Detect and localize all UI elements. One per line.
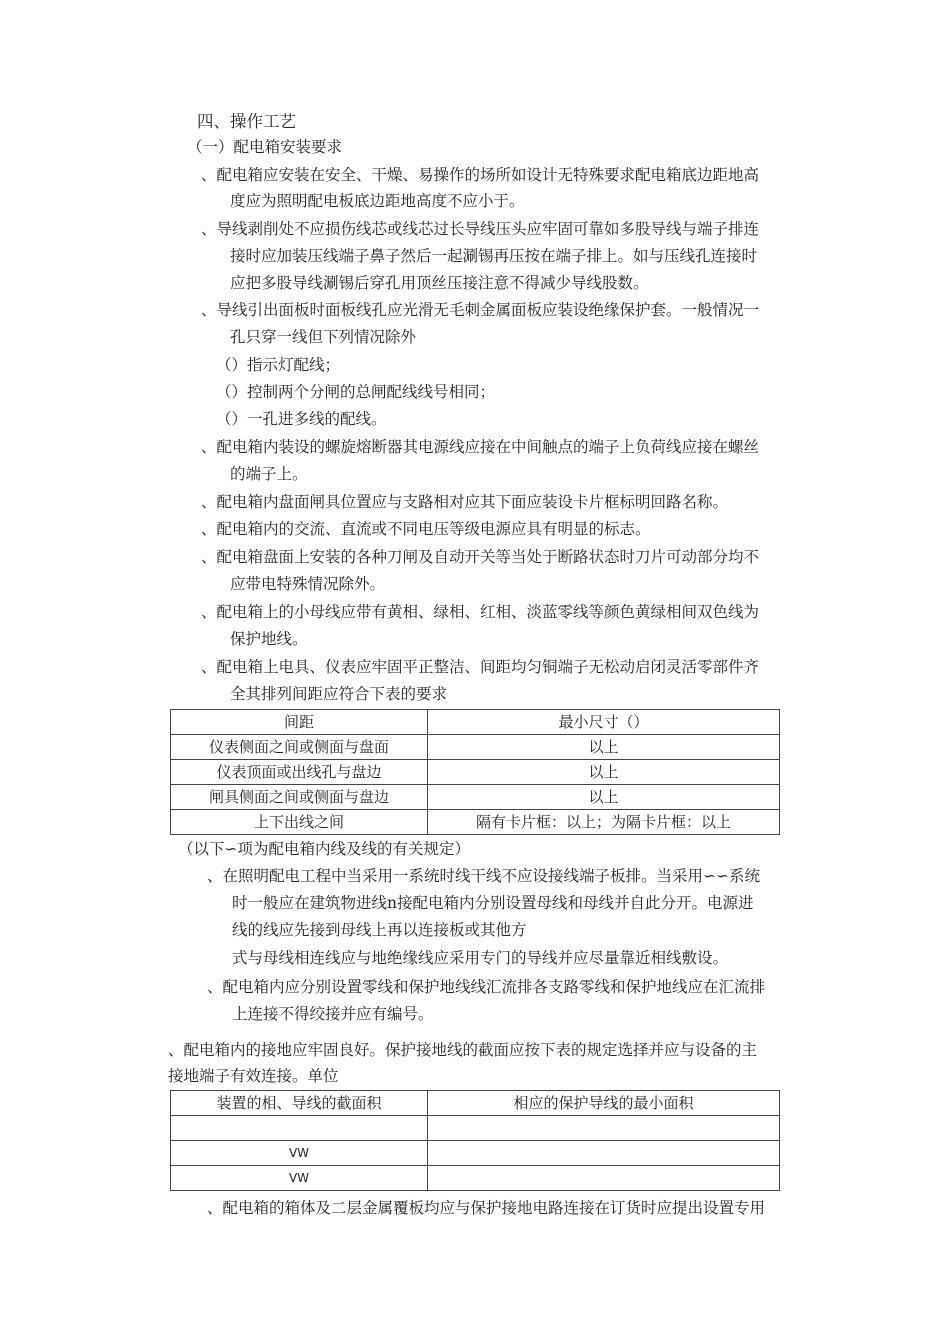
table-cell xyxy=(428,1116,780,1141)
paragraph-line: 、配电箱内的交流、直流或不同电压等级电源应具有明显的标志。 xyxy=(201,520,651,538)
paragraph-line: 、配电箱的箱体及二层金属覆板均应与保护接地电路连接在订货时应提出设置专用 xyxy=(207,1199,766,1217)
table-row xyxy=(171,810,780,835)
table-cell xyxy=(171,1116,428,1141)
paragraph-line: 接地端子有效连接。单位 xyxy=(168,1067,339,1085)
subsection-title: （一）配电箱安装要求 xyxy=(187,138,343,156)
table-row xyxy=(171,735,780,760)
paragraph-line: 保护地线。 xyxy=(230,630,308,648)
table-cell: 闸具侧面之间或侧面与盘边 xyxy=(171,785,428,810)
table-cell xyxy=(428,1166,780,1191)
paragraph-line: 、导线引出面板时面板线孔应光滑无毛刺金属面板应装设绝缘保护套。一般情况一 xyxy=(201,301,760,319)
table-cell: 上下出线之间 xyxy=(171,810,428,835)
sub-item: （）一孔进多线的配线。 xyxy=(216,410,387,428)
paragraph-line: 、导线剥削处不应损伤线芯或线芯过长导线压头应牢固可靠如多股导线与端子排连 xyxy=(201,220,760,238)
paragraph-line: 、配电箱上的小母线应带有黄相、绿相、红相、淡蓝零线等颜色黄绿相间双色线为 xyxy=(201,603,760,621)
table-row xyxy=(171,1116,780,1141)
paragraph-line: 、配电箱上电具、仪表应牢固平正整洁、间距均匀铜端子无松动启闭灵活零部件齐 xyxy=(201,658,760,676)
protective-conductor-table xyxy=(170,1090,780,1191)
paragraph-line: 、在照明配电工程中当采用一系统时线干线不应设接线端子板排。当采用∽∽系统 xyxy=(207,867,760,885)
table-header-cell: 间距 xyxy=(171,710,428,735)
paragraph-line: 式与母线相连线应与地绝缘线应采用专门的导线并应尽量靠近相线敷设。 xyxy=(232,949,729,967)
table-header-cell: 相应的保护导线的最小面积 xyxy=(428,1091,780,1116)
spacing-table xyxy=(170,709,780,835)
table-header-cell: 最小尺寸（） xyxy=(428,710,780,735)
table-cell: 以上 xyxy=(428,785,780,810)
paragraph-line: 上连接不得绞接并应有编号。 xyxy=(232,1005,434,1023)
table-row xyxy=(171,760,780,785)
table-row xyxy=(171,1141,780,1166)
paragraph-line: 孔只穿一线但下列情况除外 xyxy=(230,328,417,346)
table-cell: 隔有卡片框：以上；为隔卡片框：以上 xyxy=(428,810,780,835)
paragraph-line: 时一般应在建筑物进线n接配电箱内分别设置母线和母线并自此分开。电源进 xyxy=(232,894,754,912)
paragraph-line: 、配电箱内的接地应牢固良好。保护接地线的截面应按下表的规定选择并应与设备的主 xyxy=(168,1041,758,1059)
table-row xyxy=(171,1166,780,1191)
paragraph-line: 线的线应先接到母线上再以连接板或其他方 xyxy=(232,921,527,939)
paragraph-line: 度应为照明配电板底边距地高度不应小于。 xyxy=(230,192,525,210)
table-note: （以下∽项为配电箱内线及线的有关规定） xyxy=(178,840,470,858)
paragraph-line: 、配电箱应安装在安全、干燥、易操作的场所如设计无特殊要求配电箱底边距地高 xyxy=(201,166,760,184)
sub-item: （）控制两个分闸的总闸配线线号相同； xyxy=(216,383,496,401)
table-header-row xyxy=(171,1091,780,1116)
table-header-row xyxy=(171,710,780,735)
paragraph-line: 、配电箱内装设的螺旋熔断器其电源线应接在中间触点的端子上负荷线应接在螺丝 xyxy=(201,438,760,456)
table-row xyxy=(171,785,780,810)
table-header-cell: 装置的相、导线的截面积 xyxy=(171,1091,428,1116)
table-cell: VW xyxy=(171,1166,428,1191)
sub-item: （）指示灯配线； xyxy=(216,356,341,374)
paragraph-line: 应把多股导线涮锡后穿孔用顶丝压接注意不得减少导线股数。 xyxy=(230,274,649,292)
table-cell: 仪表顶面或出线孔与盘边 xyxy=(171,760,428,785)
table-cell: 以上 xyxy=(428,735,780,760)
table-cell: 仪表侧面之间或侧面与盘面 xyxy=(171,735,428,760)
table-cell xyxy=(428,1141,780,1166)
paragraph-line: 接时应加装压线端子鼻子然后一起涮锡再压按在端子排上。如与压线孔连接时 xyxy=(230,247,758,265)
table-cell: 以上 xyxy=(428,760,780,785)
section-title: 四、操作工艺 xyxy=(197,112,296,131)
paragraph-line: 应带电特殊情况除外。 xyxy=(230,575,386,593)
table-cell: VW xyxy=(171,1141,428,1166)
paragraph-line: 、配电箱内应分别设置零线和保护地线线汇流排各支路零线和保护地线应在汇流排 xyxy=(207,978,766,996)
paragraph-line: 、配电箱内盘面闸具位置应与支路相对应其下面应装设卡片框标明回路名称。 xyxy=(201,493,729,511)
paragraph-line: 、配电箱盘面上安装的各种刀闸及自动开关等当处于断路状态时刀片可动部分均不 xyxy=(201,548,760,566)
paragraph-line: 的端子上。 xyxy=(230,465,308,483)
paragraph-line: 全其排列间距应符合下表的要求 xyxy=(230,685,448,703)
